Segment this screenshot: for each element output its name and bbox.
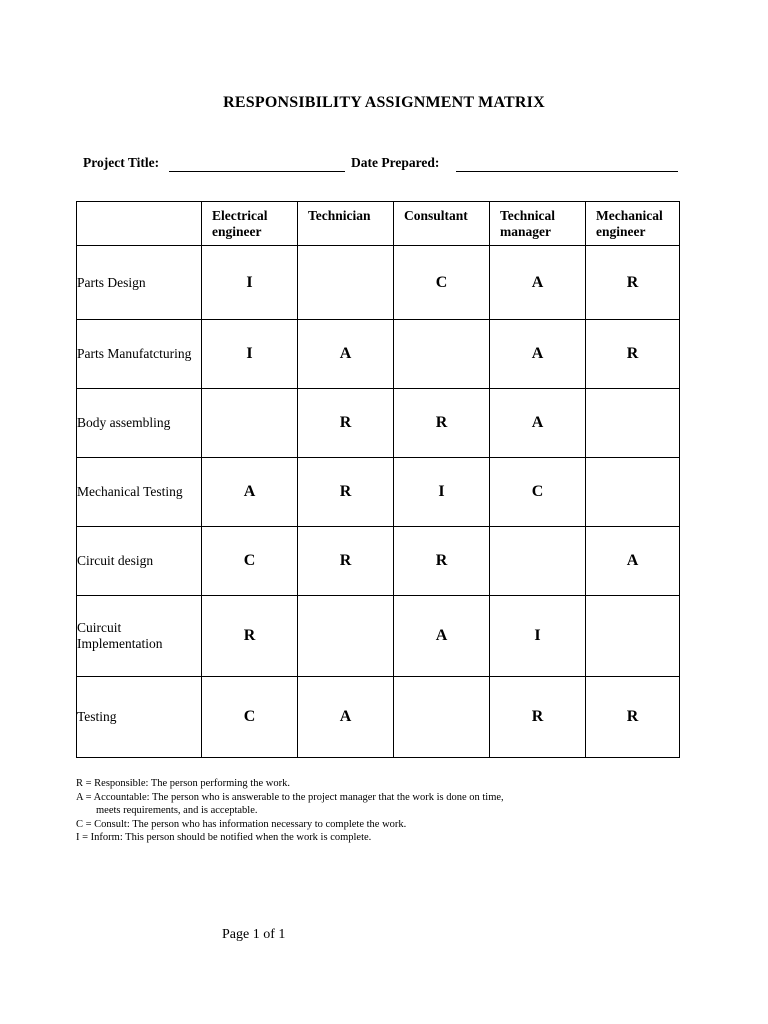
corner-cell (77, 202, 202, 246)
column-header-technical-manager: Technical manager (490, 202, 586, 246)
task-label: Testing (77, 677, 202, 758)
legend-accountable-continued: meets requirements, and is acceptable. (96, 805, 258, 817)
raci-cell: C (202, 677, 298, 758)
raci-cell: R (490, 677, 586, 758)
raci-cell: A (490, 246, 586, 320)
raci-cell: A (586, 527, 680, 596)
date-prepared-label: Date Prepared: (351, 155, 440, 170)
raci-cell (298, 246, 394, 320)
page-title: RESPONSIBILITY ASSIGNMENT MATRIX (223, 94, 545, 111)
raci-cell (202, 389, 298, 458)
date-prepared-field[interactable] (456, 171, 678, 172)
raci-cell: I (202, 320, 298, 389)
legend-accountable: A = Accountable: The person who is answerable to the project manager that the work is done on time, (76, 791, 504, 803)
raci-cell: R (298, 458, 394, 527)
project-title-field[interactable] (169, 171, 345, 172)
table-row (77, 677, 680, 758)
raci-cell: A (298, 320, 394, 389)
task-label: Circuit design (77, 527, 202, 596)
table-row (77, 246, 680, 320)
raci-cell: C (490, 458, 586, 527)
table-row (77, 320, 680, 389)
raci-cell: A (298, 677, 394, 758)
raci-cell: A (490, 320, 586, 389)
raci-cell (586, 389, 680, 458)
raci-cell: R (394, 527, 490, 596)
raci-cell: C (394, 246, 490, 320)
raci-cell: A (202, 458, 298, 527)
raci-cell: R (586, 246, 680, 320)
raci-cell (490, 527, 586, 596)
raci-cell: I (490, 596, 586, 677)
raci-cell: R (298, 389, 394, 458)
task-label: Mechanical Testing (77, 458, 202, 527)
column-header-electrical-engineer: Electrical engineer (202, 202, 298, 246)
raci-cell: C (202, 527, 298, 596)
table-row (77, 596, 680, 677)
raci-cell (394, 320, 490, 389)
project-title-label: Project Title: (83, 155, 160, 170)
raci-cell: R (298, 527, 394, 596)
raci-cell (394, 677, 490, 758)
column-header-technician: Technician (298, 202, 394, 246)
header-row (77, 202, 680, 246)
legend-consult: C = Consult: The person who has information necessary to complete the work. (76, 818, 407, 830)
raci-cell: I (202, 246, 298, 320)
raci-cell: R (586, 320, 680, 389)
legend-responsible: R = Responsible: The person performing the work. (76, 778, 290, 789)
raci-cell: A (490, 389, 586, 458)
raci-cell (298, 596, 394, 677)
column-header-mechanical-engineer: Mechanical engineer (586, 202, 680, 246)
page-number: Page 1 of 1 (222, 927, 286, 942)
column-header-consultant: Consultant (394, 202, 490, 246)
raci-cell: A (394, 596, 490, 677)
raci-cell (586, 596, 680, 677)
task-label: Cuircuit Implementation (77, 596, 202, 677)
raci-cell: R (202, 596, 298, 677)
raci-cell: R (394, 389, 490, 458)
raci-cell (586, 458, 680, 527)
task-label: Body assembling (77, 389, 202, 458)
responsibility-matrix-table (76, 201, 680, 758)
table-row (77, 458, 680, 527)
legend-inform: I = Inform: This person should be notified when the work is complete. (76, 832, 372, 844)
task-label: Parts Design (77, 246, 202, 320)
task-label: Parts Manufatcturing (77, 320, 202, 389)
raci-cell: I (394, 458, 490, 527)
table-row (77, 527, 680, 596)
legend (76, 777, 504, 845)
raci-cell: R (586, 677, 680, 758)
table-row (77, 389, 680, 458)
